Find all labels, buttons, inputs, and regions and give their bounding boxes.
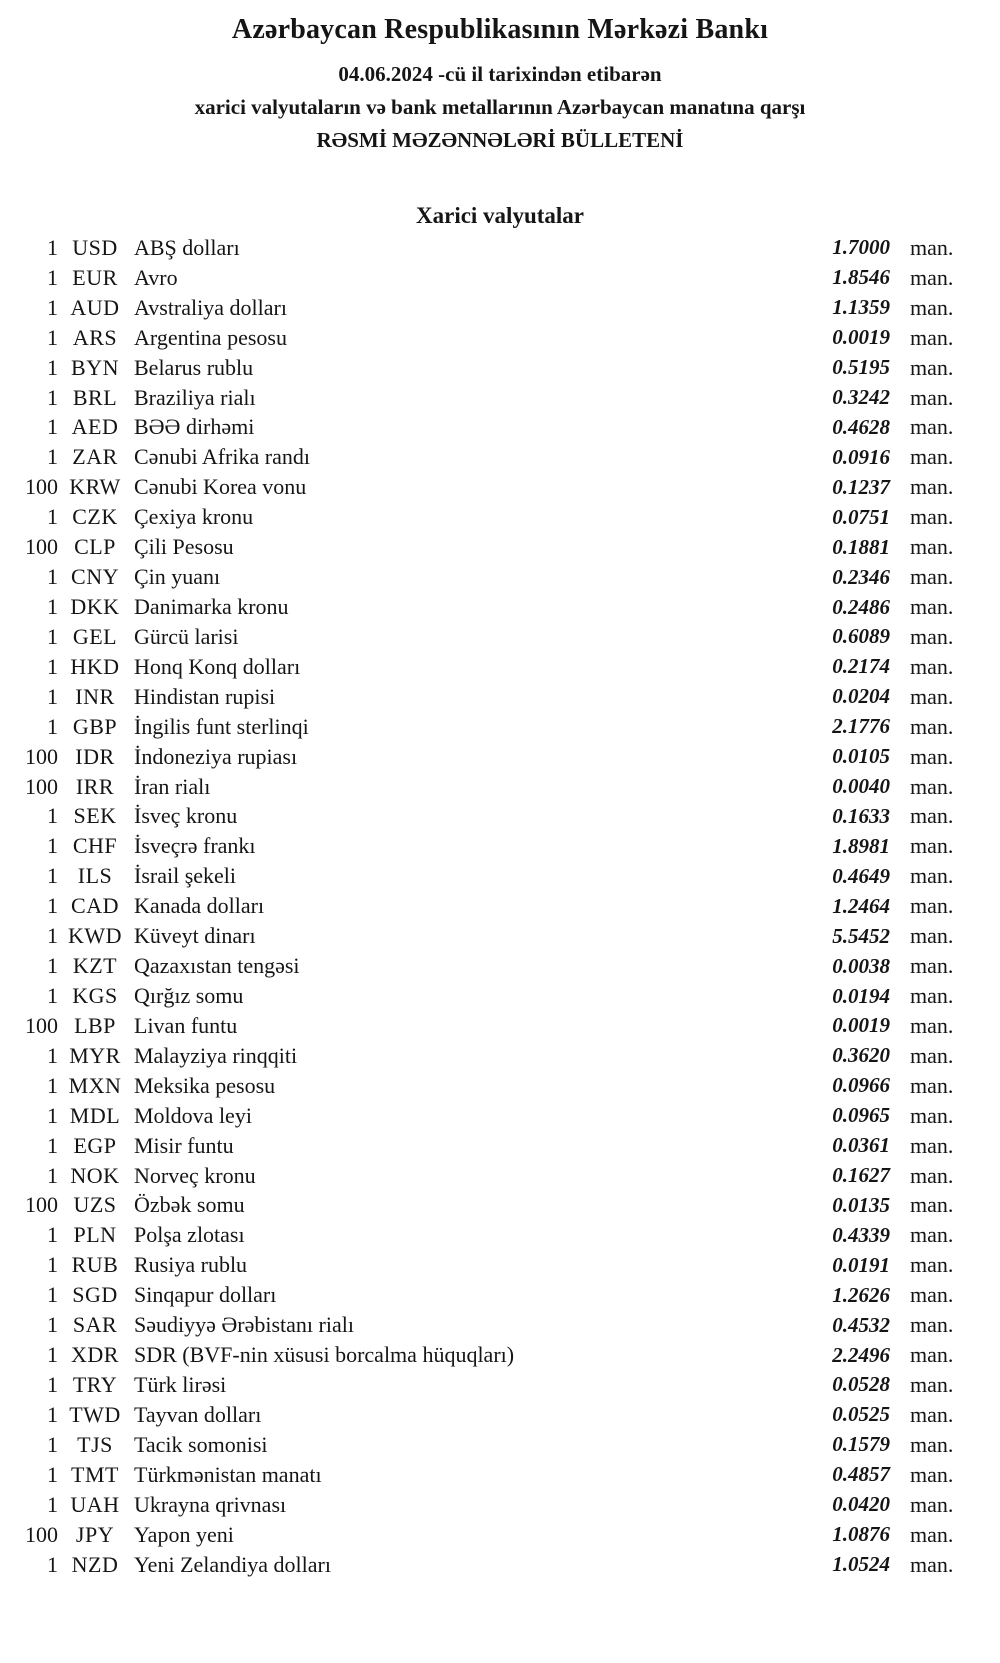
currency-name: Küveyt dinarı (134, 923, 256, 949)
currency-row (0, 1460, 1000, 1490)
currency-unit-label: man. (910, 953, 954, 979)
subject-line: xarici valyutaların və bank metallarının Azərbaycan manatına qarşı (194, 95, 806, 119)
currency-code: KRW (69, 474, 121, 500)
bank-title: Azərbaycan Respublikasının Mərkəzi Bankı (231, 14, 769, 45)
currency-quantity: 1 (47, 324, 58, 350)
currency-row (0, 712, 1000, 742)
currency-quantity: 1 (47, 414, 58, 440)
currency-unit-label: man. (910, 713, 954, 739)
currency-name: Belarus rublu (134, 354, 254, 380)
currency-quantity: 1 (47, 923, 58, 949)
currency-quantity: 100 (25, 1012, 58, 1038)
currency-name: SDR (BVF-nin xüsusi borcalma hüquqları) (134, 1342, 515, 1368)
currency-row (0, 1101, 1000, 1131)
currency-row (0, 652, 1000, 682)
currency-name: Yeni Zelandiya dolları (134, 1551, 331, 1577)
currency-row (0, 891, 1000, 921)
currency-unit-label: man. (910, 983, 954, 1008)
currency-rate: 0.2346 (832, 564, 890, 589)
currency-row (0, 1131, 1000, 1161)
currency-code: ARS (72, 324, 118, 350)
currency-rate: 0.1881 (832, 534, 890, 559)
currency-name: BƏƏ dirhəmi (134, 414, 255, 440)
currency-unit-label: man. (910, 294, 954, 320)
currency-rate: 2.2496 (832, 1342, 890, 1367)
currency-quantity: 1 (47, 594, 58, 620)
currency-unit-label: man. (910, 863, 954, 889)
currency-rate: 0.0528 (832, 1372, 890, 1397)
currency-name: Hindistan rupisi (134, 683, 276, 709)
currency-quantity: 1 (47, 1431, 58, 1457)
currency-row (0, 502, 1000, 532)
currency-row (0, 682, 1000, 712)
currency-row (0, 442, 1000, 472)
currency-code: SGD (72, 1282, 118, 1308)
currency-rate: 5.5452 (832, 923, 890, 948)
currency-name: Cənubi Korea vonu (134, 474, 307, 500)
currency-code: BYN (71, 354, 119, 380)
currency-code: INR (75, 683, 115, 709)
currency-name: Qazaxıstan tengəsi (134, 953, 300, 979)
currency-code: DKK (70, 594, 120, 620)
currency-name: Danimarka kronu (134, 594, 289, 620)
currency-name: Özbək somu (134, 1192, 245, 1218)
currency-unit-label: man. (910, 504, 954, 530)
currency-name: Səudiyyə Ərəbistanı rialı (134, 1312, 354, 1338)
currency-code: TJS (77, 1431, 113, 1457)
currency-row (0, 1430, 1000, 1460)
currency-quantity: 1 (47, 1461, 58, 1487)
currency-quantity: 1 (47, 983, 58, 1008)
currency-row (0, 1011, 1000, 1041)
currency-rate: 0.0361 (832, 1133, 890, 1158)
currency-quantity: 1 (47, 653, 58, 679)
currency-row (0, 1490, 1000, 1520)
currency-name: Braziliya rialı (134, 384, 256, 410)
currency-row (0, 1400, 1000, 1430)
currency-name: Norveç kronu (134, 1162, 256, 1188)
currency-code: GEL (72, 623, 118, 649)
currency-rate: 0.0965 (832, 1103, 890, 1128)
currency-unit-label: man. (910, 474, 954, 500)
currency-code: ZAR (72, 444, 118, 470)
currency-unit-label: man. (910, 1222, 954, 1248)
currency-row (0, 1370, 1000, 1400)
currency-code: KZT (72, 953, 118, 979)
currency-name: Avro (134, 264, 178, 290)
currency-code: LBP (74, 1012, 116, 1038)
currency-quantity: 1 (47, 1312, 58, 1338)
currency-row (0, 1250, 1000, 1280)
currency-rate: 0.4339 (832, 1222, 890, 1247)
currency-code: RUB (71, 1252, 119, 1278)
currency-code: MYR (69, 1042, 121, 1068)
currency-rate: 0.0135 (832, 1192, 890, 1217)
currency-code: AUD (70, 294, 120, 320)
currency-unit-label: man. (910, 803, 954, 829)
currency-quantity: 1 (47, 1072, 58, 1098)
currency-row (0, 233, 1000, 263)
currency-row (0, 592, 1000, 622)
currency-quantity: 100 (25, 743, 58, 769)
currency-quantity: 1 (47, 1162, 58, 1188)
currency-rate: 1.2626 (832, 1282, 890, 1307)
currency-unit-label: man. (910, 564, 954, 590)
currency-name: Cənubi Afrika randı (134, 444, 310, 470)
currency-unit-label: man. (910, 683, 954, 709)
currency-quantity: 100 (25, 474, 58, 500)
currency-rate: 0.0191 (832, 1252, 890, 1277)
currency-unit-label: man. (910, 833, 954, 859)
currency-rate: 0.4857 (832, 1462, 890, 1487)
currency-quantity: 1 (47, 294, 58, 320)
currency-row (0, 1520, 1000, 1550)
currency-quantity: 1 (47, 384, 58, 410)
currency-quantity: 1 (47, 833, 58, 859)
currency-row (0, 981, 1000, 1011)
currency-code: ILS (77, 863, 113, 889)
currency-rate: 0.0194 (832, 983, 890, 1008)
currency-unit-label: man. (910, 743, 954, 769)
currency-quantity: 100 (25, 773, 58, 799)
currency-name: Meksika pesosu (134, 1072, 276, 1098)
currency-unit-label: man. (910, 444, 954, 470)
currency-name: Argentina pesosu (134, 324, 287, 350)
currency-unit-label: man. (910, 1342, 954, 1368)
currency-quantity: 1 (47, 713, 58, 739)
currency-code: SAR (72, 1312, 118, 1338)
currency-quantity: 1 (47, 803, 58, 829)
currency-rate: 0.0040 (832, 774, 890, 799)
currency-quantity: 100 (25, 534, 58, 560)
currency-quantity: 1 (47, 1102, 58, 1128)
currency-quantity: 1 (47, 683, 58, 709)
currency-name: Malayziya rinqqiti (134, 1042, 298, 1068)
currency-code: TWD (69, 1401, 121, 1427)
currency-name: Livan funtu (134, 1012, 238, 1038)
currency-rate: 0.3620 (832, 1043, 890, 1068)
currency-unit-label: man. (910, 653, 954, 679)
currency-unit-label: man. (910, 1521, 954, 1547)
currency-unit-label: man. (910, 1162, 954, 1188)
currency-row (0, 353, 1000, 383)
currency-name: Honq Konq dolları (134, 653, 301, 679)
currency-rate: 0.4649 (832, 863, 890, 888)
currency-name: Kanada dolları (134, 893, 265, 919)
currency-rate: 0.0204 (832, 684, 890, 709)
currency-rate: 0.0038 (832, 953, 890, 978)
currency-rate: 0.4532 (832, 1312, 890, 1337)
currency-unit-label: man. (910, 1042, 954, 1068)
currency-code: PLN (73, 1222, 117, 1248)
currency-code: MDL (69, 1102, 121, 1128)
currency-code: JPY (75, 1521, 115, 1547)
currency-rate: 0.0105 (832, 744, 890, 769)
currency-name: Tayvan dolları (134, 1401, 262, 1427)
currency-row (0, 1220, 1000, 1250)
currency-rate: 0.5195 (832, 355, 890, 380)
currency-quantity: 1 (47, 234, 58, 260)
currency-row (0, 1340, 1000, 1370)
currency-row (0, 263, 1000, 293)
currency-quantity: 1 (47, 444, 58, 470)
currency-row (0, 562, 1000, 592)
currency-code: SEK (73, 803, 117, 829)
currency-rate: 0.4628 (832, 414, 890, 439)
currency-rate: 0.1627 (832, 1163, 890, 1188)
currency-rate: 0.0966 (832, 1073, 890, 1098)
currency-name: ABŞ dolları (134, 234, 240, 260)
currency-quantity: 1 (47, 1371, 58, 1397)
currency-row (0, 323, 1000, 353)
currency-quantity: 1 (47, 623, 58, 649)
currency-row (0, 831, 1000, 861)
currency-name: Çin yuanı (134, 564, 221, 590)
currency-code: AED (71, 414, 119, 440)
currency-code: NOK (70, 1162, 120, 1188)
currency-quantity: 1 (47, 863, 58, 889)
currency-unit-label: man. (910, 1431, 954, 1457)
currency-code: BRL (72, 384, 118, 410)
currency-unit-label: man. (910, 1371, 954, 1397)
currency-quantity: 1 (47, 893, 58, 919)
currency-code: CNY (71, 564, 119, 590)
currency-quantity: 1 (47, 354, 58, 380)
currency-row (0, 772, 1000, 802)
currency-name: Gürcü larisi (134, 623, 239, 649)
currency-name: Çexiya kronu (134, 504, 254, 530)
currency-name: Rusiya rublu (134, 1252, 248, 1278)
currency-quantity: 1 (47, 504, 58, 530)
currency-code: NZD (71, 1551, 119, 1577)
currency-rate: 0.0751 (832, 504, 890, 529)
currency-row (0, 1280, 1000, 1310)
currency-unit-label: man. (910, 1132, 954, 1158)
currency-code: KGS (72, 983, 118, 1008)
currency-name: Moldova leyi (134, 1102, 252, 1128)
currency-name: İngilis funt sterlinqi (134, 713, 309, 739)
currency-unit-label: man. (910, 623, 954, 649)
currency-name: Yapon yeni (134, 1521, 234, 1547)
currency-quantity: 1 (47, 953, 58, 979)
currency-code: GBP (72, 713, 118, 739)
currency-code: CLP (74, 534, 116, 560)
currency-code: CAD (71, 893, 119, 919)
currency-name: Türkmənistan manatı (134, 1461, 322, 1487)
currency-row (0, 951, 1000, 981)
currency-row (0, 861, 1000, 891)
currency-rate: 1.0524 (832, 1552, 890, 1577)
currency-unit-label: man. (910, 1072, 954, 1098)
currency-rate: 0.3242 (832, 385, 890, 410)
currency-unit-label: man. (910, 893, 954, 919)
currency-rate: 0.0019 (832, 1013, 890, 1038)
currency-rate: 0.6089 (832, 624, 890, 649)
currency-rate: 0.2174 (832, 654, 890, 679)
currency-name: Qırğız somu (134, 983, 244, 1008)
currency-row (0, 1071, 1000, 1101)
date-line: 04.06.2024 -cü il tarixindən etibarən (338, 62, 662, 86)
currency-row (0, 1041, 1000, 1071)
currency-quantity: 1 (47, 264, 58, 290)
currency-code: UAH (70, 1491, 120, 1517)
currency-code: EGP (73, 1132, 117, 1158)
currency-code: KWD (67, 923, 123, 949)
currency-unit-label: man. (910, 1461, 954, 1487)
currency-rate: 1.8981 (832, 833, 890, 858)
currency-quantity: 1 (47, 1342, 58, 1368)
currency-row (0, 293, 1000, 323)
currency-row (0, 383, 1000, 413)
currency-name: Türk lirəsi (134, 1371, 227, 1397)
currency-quantity: 1 (47, 1042, 58, 1068)
currency-unit-label: man. (910, 354, 954, 380)
currency-code: MXN (68, 1072, 122, 1098)
currency-code: UZS (73, 1192, 117, 1218)
currency-unit-label: man. (910, 1252, 954, 1278)
currency-row (0, 1310, 1000, 1340)
currency-unit-label: man. (910, 1312, 954, 1338)
currency-row (0, 532, 1000, 562)
currency-quantity: 1 (47, 1491, 58, 1517)
currency-code: TRY (72, 1371, 118, 1397)
currency-rate: 0.2486 (832, 594, 890, 619)
currency-quantity: 1 (47, 1401, 58, 1427)
currency-name: Çili Pesosu (134, 534, 234, 560)
currency-rate: 0.1237 (832, 474, 890, 499)
currency-row (0, 921, 1000, 951)
currency-row (0, 413, 1000, 443)
currency-name: Polşa zlotası (134, 1222, 245, 1248)
currency-row (0, 1161, 1000, 1191)
currency-code: IDR (75, 743, 115, 769)
currency-code: EUR (72, 264, 118, 290)
currency-unit-label: man. (910, 1551, 954, 1577)
currency-name: Avstraliya dolları (134, 294, 287, 320)
currency-rates-table (0, 233, 1000, 1579)
currency-row (0, 1550, 1000, 1580)
currency-unit-label: man. (910, 1102, 954, 1128)
currency-rate: 1.1359 (832, 295, 890, 320)
currency-quantity: 1 (47, 1551, 58, 1577)
currency-rate: 2.1776 (832, 714, 890, 739)
currency-name: İsrail şekeli (134, 863, 237, 889)
currency-unit-label: man. (910, 594, 954, 620)
currency-rate: 0.0420 (832, 1492, 890, 1517)
currency-unit-label: man. (910, 773, 954, 799)
currency-rate: 0.1633 (832, 803, 890, 828)
currency-unit-label: man. (910, 264, 954, 290)
bulletin-header (0, 0, 1000, 157)
currency-row (0, 742, 1000, 772)
currency-unit-label: man. (910, 534, 954, 560)
currency-rate: 0.0019 (832, 325, 890, 350)
currency-unit-label: man. (910, 234, 954, 260)
currency-row (0, 802, 1000, 832)
currency-name: İsveç kronu (134, 803, 238, 829)
currency-quantity: 100 (25, 1192, 58, 1218)
bulletin-title: RƏSMİ MƏZƏNNƏLƏRİ BÜLLETENİ (316, 128, 684, 152)
currency-code: USD (72, 234, 118, 260)
currency-name: Misir funtu (134, 1132, 234, 1158)
currency-name: Ukrayna qrivnası (134, 1491, 287, 1517)
currency-code: CZK (72, 504, 118, 530)
currency-name: İsveçrə frankı (134, 833, 256, 859)
currency-code: CHF (72, 833, 118, 859)
currency-unit-label: man. (910, 324, 954, 350)
currency-row (0, 622, 1000, 652)
currency-rate: 1.7000 (832, 235, 890, 260)
currency-rate: 0.0525 (832, 1402, 890, 1427)
currency-unit-label: man. (910, 384, 954, 410)
currency-name: İndoneziya rupiası (134, 743, 298, 769)
currency-code: HKD (70, 653, 120, 679)
currency-unit-label: man. (910, 1192, 954, 1218)
currency-code: TMT (71, 1461, 119, 1487)
currency-name: İran rialı (134, 773, 211, 799)
currency-unit-label: man. (910, 1282, 954, 1308)
currency-name: Tacik somonisi (134, 1431, 268, 1457)
currency-quantity: 1 (47, 564, 58, 590)
currency-name: Sinqapur dolları (134, 1282, 277, 1308)
currency-rate: 0.1579 (832, 1432, 890, 1457)
section-title-foreign-currencies: Xarici valyutalar (416, 203, 584, 228)
currency-unit-label: man. (910, 414, 954, 440)
currency-code: IRR (75, 773, 115, 799)
currency-rate: 1.2464 (832, 893, 890, 918)
currency-code: XDR (71, 1342, 119, 1368)
currency-unit-label: man. (910, 1401, 954, 1427)
currency-quantity: 1 (47, 1252, 58, 1278)
currency-rate: 1.8546 (832, 265, 890, 290)
currency-unit-label: man. (910, 1012, 954, 1038)
currency-quantity: 100 (25, 1521, 58, 1547)
currency-row (0, 472, 1000, 502)
currency-unit-label: man. (910, 923, 954, 949)
currency-quantity: 1 (47, 1222, 58, 1248)
currency-rate: 1.0876 (832, 1522, 890, 1547)
currency-unit-label: man. (910, 1491, 954, 1517)
currency-quantity: 1 (47, 1132, 58, 1158)
currency-row (0, 1191, 1000, 1221)
currency-rate: 0.0916 (832, 444, 890, 469)
currency-quantity: 1 (47, 1282, 58, 1308)
